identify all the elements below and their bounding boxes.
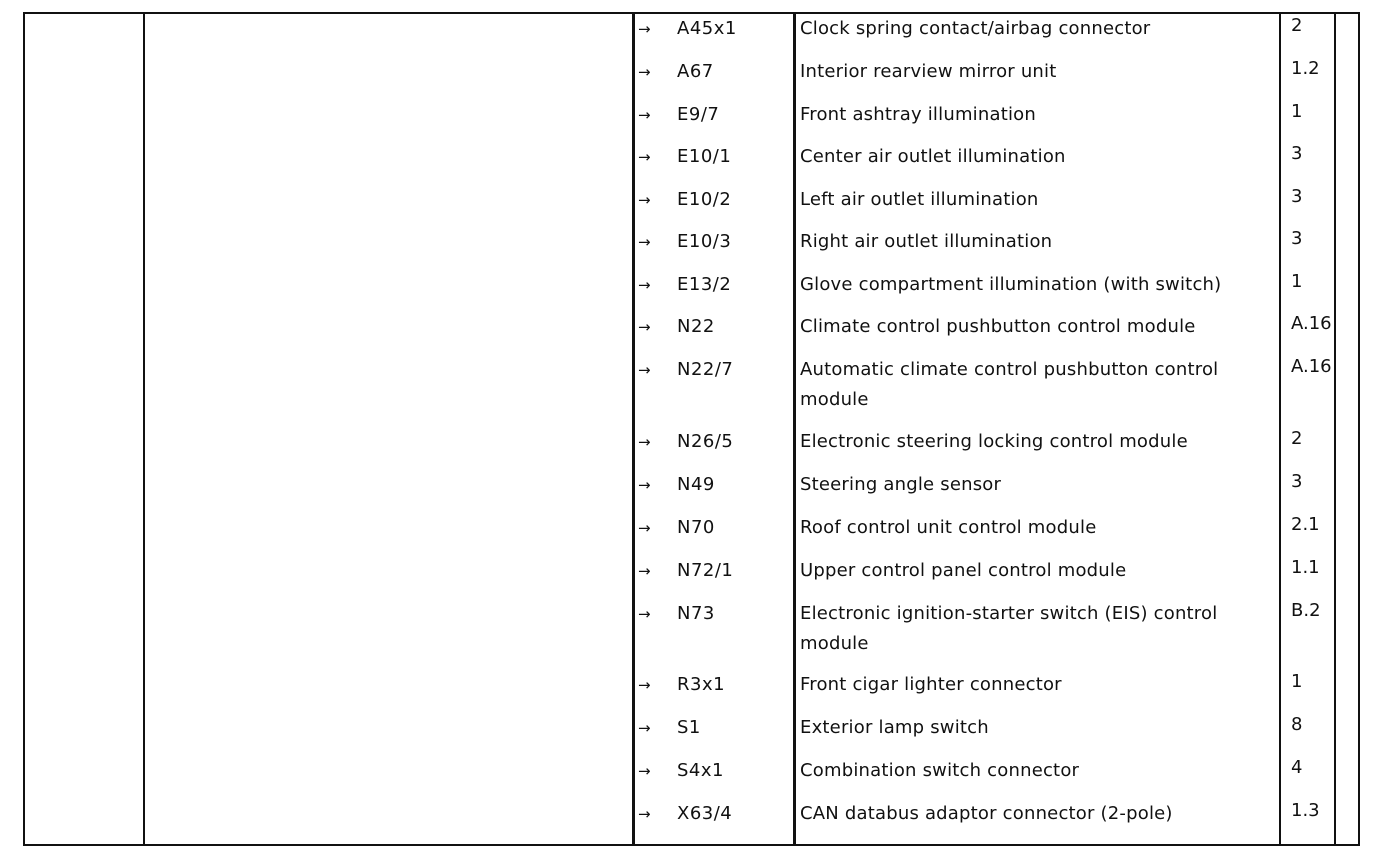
column-divider-5 — [1334, 14, 1336, 844]
arrow-icon: → — [638, 148, 651, 166]
reference-number: 1.2 — [1291, 58, 1320, 79]
arrow-icon: → — [638, 361, 651, 379]
component-code: A45x1 — [677, 18, 737, 39]
component-code: N26/5 — [677, 431, 734, 452]
component-code: N73 — [677, 603, 715, 624]
component-table — [23, 12, 1360, 846]
reference-number: 2 — [1291, 15, 1303, 36]
arrow-icon: → — [638, 562, 651, 580]
component-code: E10/1 — [677, 146, 732, 167]
component-code: N70 — [677, 517, 715, 538]
component-description: Climate control pushbutton control module — [800, 316, 1196, 337]
component-code: E13/2 — [677, 274, 732, 295]
arrow-icon: → — [638, 519, 651, 537]
arrow-icon: → — [638, 106, 651, 124]
component-description: Exterior lamp switch — [800, 717, 989, 738]
arrow-icon: → — [638, 276, 651, 294]
reference-number: 3 — [1291, 143, 1303, 164]
arrow-icon: → — [638, 762, 651, 780]
reference-number: 2.1 — [1291, 514, 1320, 535]
column-divider-4 — [1279, 14, 1281, 844]
component-description: CAN databus adaptor connector (2-pole) — [800, 803, 1173, 824]
component-description: Electronic ignition-starter switch (EIS) control module — [800, 603, 1218, 654]
column-divider-2 — [632, 14, 635, 844]
component-code: S1 — [677, 717, 701, 738]
column-divider-1 — [143, 14, 145, 844]
component-description: Glove compartment illumination (with switch) — [800, 274, 1222, 295]
component-description: Center air outlet illumination — [800, 146, 1066, 167]
reference-number: 1.1 — [1291, 557, 1320, 578]
reference-number: 1 — [1291, 671, 1303, 692]
component-code: E10/3 — [677, 231, 732, 252]
component-code: E10/2 — [677, 189, 732, 210]
component-code: A67 — [677, 61, 714, 82]
component-code: E9/7 — [677, 104, 720, 125]
component-description: Roof control unit control module — [800, 517, 1097, 538]
component-description: Electronic steering locking control module — [800, 431, 1188, 452]
reference-number: 3 — [1291, 186, 1303, 207]
component-code: S4x1 — [677, 760, 724, 781]
component-code: R3x1 — [677, 674, 726, 695]
reference-number: 2 — [1291, 428, 1303, 449]
reference-number: 3 — [1291, 228, 1303, 249]
arrow-icon: → — [638, 476, 651, 494]
component-code: N49 — [677, 474, 715, 495]
component-description: Front ashtray illumination — [800, 104, 1036, 125]
reference-number: A.16 — [1291, 356, 1332, 377]
reference-number: 4 — [1291, 757, 1303, 778]
arrow-icon: → — [638, 433, 651, 451]
reference-number: 1.3 — [1291, 800, 1320, 821]
reference-number: 8 — [1291, 714, 1303, 735]
arrow-icon: → — [638, 318, 651, 336]
component-description: Upper control panel control module — [800, 560, 1127, 581]
arrow-icon: → — [638, 20, 651, 38]
component-description: Steering angle sensor — [800, 474, 1002, 495]
reference-number: A.16 — [1291, 313, 1332, 334]
component-description: Combination switch connector — [800, 760, 1080, 781]
component-description: Right air outlet illumination — [800, 231, 1053, 252]
arrow-icon: → — [638, 63, 651, 81]
component-code: N72/1 — [677, 560, 734, 581]
reference-number: 1 — [1291, 271, 1303, 292]
component-description: Interior rearview mirror unit — [800, 61, 1057, 82]
component-description: Clock spring contact/airbag connector — [800, 18, 1151, 39]
arrow-icon: → — [638, 719, 651, 737]
component-code: X63/4 — [677, 803, 733, 824]
reference-number: B.2 — [1291, 600, 1321, 621]
component-description: Front cigar lighter connector — [800, 674, 1062, 695]
reference-number: 3 — [1291, 471, 1303, 492]
arrow-icon: → — [638, 805, 651, 823]
component-code: N22/7 — [677, 359, 734, 380]
component-description: Automatic climate control pushbutton control module — [800, 359, 1219, 410]
arrow-icon: → — [638, 191, 651, 209]
component-code: N22 — [677, 316, 715, 337]
reference-number: 1 — [1291, 101, 1303, 122]
arrow-icon: → — [638, 605, 651, 623]
column-divider-3 — [793, 14, 796, 844]
component-description: Left air outlet illumination — [800, 189, 1039, 210]
arrow-icon: → — [638, 233, 651, 251]
arrow-icon: → — [638, 676, 651, 694]
